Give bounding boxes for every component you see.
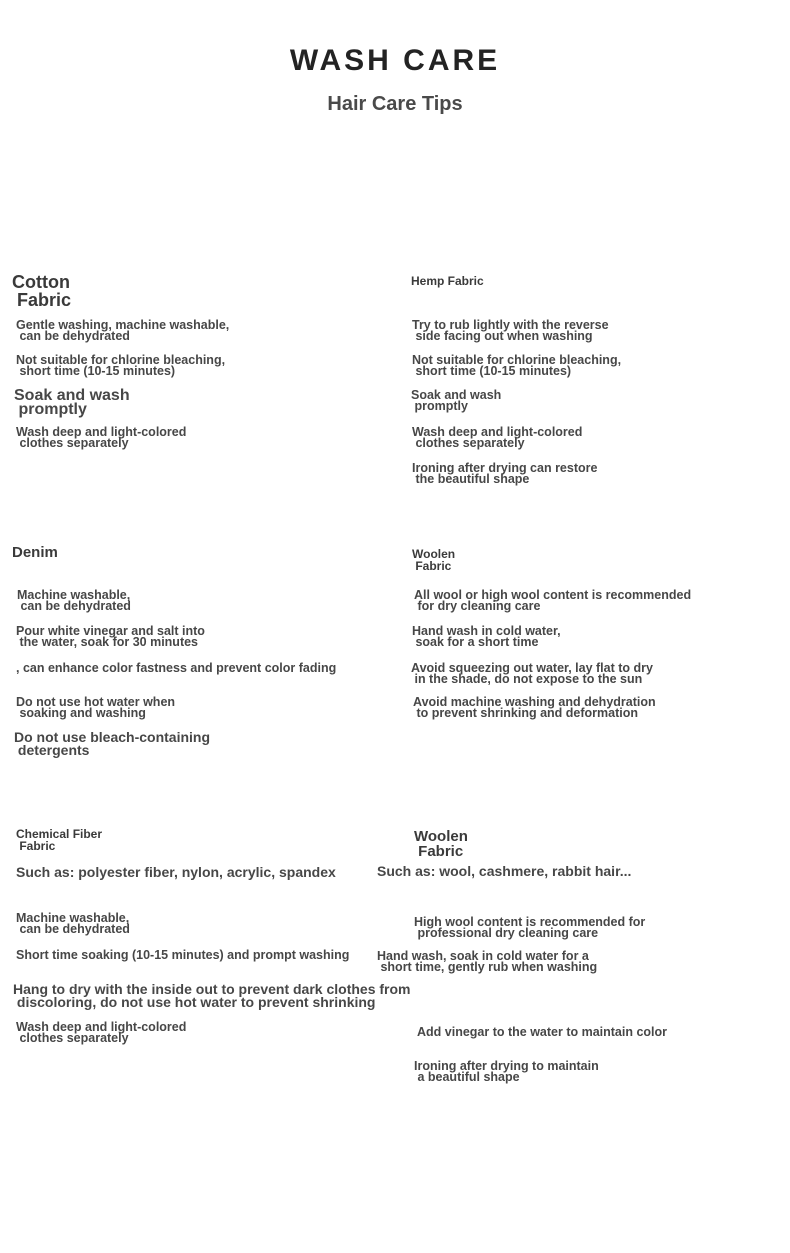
cotton-tip: Gentle washing, machine washable, can be dehydrated xyxy=(16,318,230,344)
woolen-tip: All wool or high wool content is recommended for dry cleaning care xyxy=(414,588,692,614)
page-title: WASH CARE xyxy=(289,44,501,77)
denim-tip: Pour white vinegar and salt into the water, soak for 30 minutes xyxy=(16,624,205,650)
hemp-tip: Soak and wash promptly xyxy=(411,388,502,414)
chemical-fiber-tip: Such as: polyester fiber, nylon, acrylic, spandex xyxy=(16,864,336,880)
woolen-tip: Avoid squeezing out water, lay flat to dry in the shade, do not expose to the sun xyxy=(411,661,653,687)
woolen-tip: Hand wash in cold water, soak for a short time xyxy=(412,624,561,650)
woolen-tip: High wool content is recommended for professional dry cleaning care xyxy=(414,915,646,941)
chemical-fiber-tip: Wash deep and light-colored clothes separately xyxy=(16,1020,187,1046)
page-subtitle: Hair Care Tips xyxy=(327,93,463,115)
denim-tip: , can enhance color fastness and prevent color fading xyxy=(16,661,337,675)
denim-heading: Denim xyxy=(12,544,58,561)
woolen-heading: Woolen Fabric xyxy=(414,828,468,860)
hemp-tip: Try to rub lightly with the reverse side facing out when washing xyxy=(412,318,609,344)
cotton-tip: Not suitable for chlorine bleaching, short time (10-15 minutes) xyxy=(16,353,226,379)
woolen-tip: Add vinegar to the water to maintain color xyxy=(417,1025,668,1039)
woolen-tip: Ironing after drying to maintain a beautiful shape xyxy=(414,1059,599,1085)
hemp-tip: Wash deep and light-colored clothes separately xyxy=(412,425,583,451)
cotton-tip: Wash deep and light-colored clothes separately xyxy=(16,425,187,451)
cotton-tip: Soak and wash promptly xyxy=(14,387,130,419)
denim-tip: Do not use bleach-containing detergents xyxy=(14,729,211,758)
hemp-heading: Hemp Fabric xyxy=(411,274,484,288)
woolen-tip: Avoid machine washing and dehydration to prevent shrinking and deformation xyxy=(413,695,656,721)
woolen-tip: Such as: wool, cashmere, rabbit hair... xyxy=(377,863,632,879)
hemp-tip: Ironing after drying can restore the beautiful shape xyxy=(412,461,598,487)
chemical-fiber-tip: Short time soaking (10-15 minutes) and prompt washing xyxy=(16,948,350,962)
cotton-heading: Cotton Fabric xyxy=(12,272,72,310)
chemical-fiber-tip: Machine washable, can be dehydrated xyxy=(16,911,130,937)
hemp-tip: Not suitable for chlorine bleaching, short time (10-15 minutes) xyxy=(412,353,622,379)
woolen-tip: Hand wash, soak in cold water for a short time, gently rub when washing xyxy=(377,949,598,975)
chemical-fiber-tip: Hang to dry with the inside out to prevent dark clothes from discoloring, do not use hot water to prevent shrinking xyxy=(13,981,411,1010)
denim-tip: Do not use hot water when soaking and washing xyxy=(16,695,176,721)
woolen-heading: Woolen Fabric xyxy=(412,547,456,573)
chemical-fiber-heading: Chemical Fiber Fabric xyxy=(16,827,103,853)
denim-tip: Machine washable, can be dehydrated xyxy=(17,588,131,614)
